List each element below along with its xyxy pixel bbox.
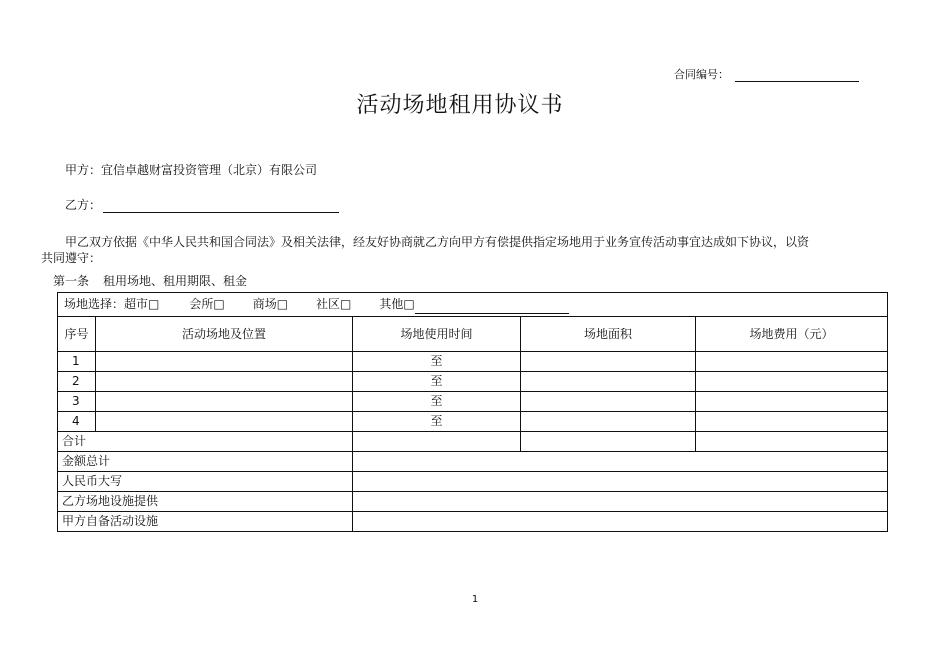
option-supermarket[interactable]: 超市□ [124,297,160,311]
contract-number-blank[interactable] [735,70,859,82]
header-time: 场地使用时间 [353,317,521,352]
row-seq: 4 [58,412,96,432]
row-time-cell[interactable]: 至 [353,372,521,392]
article-number: 第一条 [53,274,90,288]
row-area-cell[interactable] [521,392,696,412]
row-area-cell[interactable] [521,372,696,392]
intro-paragraph-line-1: 甲乙双方依据《中华人民共和国合同法》及相关法律，经友好协商就乙方向甲方有偿提供指定场地用于业务宣传活动事宜达成如下协议，以资 [65,235,810,249]
venue-select-label: 场地选择： [64,297,125,311]
option-other[interactable]: 其他□ [379,297,415,311]
party-a-facilities-row [58,512,888,532]
header-fee: 场地费用（元） [696,317,888,352]
subtotal-label: 合计 [58,432,353,452]
article-1-heading [53,272,247,289]
row-area-cell[interactable] [521,352,696,372]
option-clubhouse[interactable]: 会所□ [189,297,225,311]
table-row [58,392,888,412]
intro-paragraph-line-2: 共同遵守： [41,251,102,265]
venue-select-row [58,293,888,317]
table-row [58,352,888,372]
table-row [58,412,888,432]
row-fee-cell[interactable] [696,392,888,412]
table-header-row [58,317,888,352]
row-area-cell[interactable] [521,412,696,432]
option-community[interactable]: 社区□ [316,297,352,311]
row-time-cell[interactable]: 至 [353,412,521,432]
party-a-facilities-value[interactable] [353,512,888,532]
total-amount-label: 金额总计 [58,452,353,472]
row-fee-cell[interactable] [696,352,888,372]
venue-select-cell [58,293,888,317]
row-time-cell[interactable]: 至 [353,352,521,372]
party-a: 甲方：宜信卓越财富投资管理（北京）有限公司 [65,163,318,177]
party-b [65,196,339,213]
party-b-facilities-value[interactable] [353,492,888,512]
party-b-label: 乙方： [65,198,102,212]
subtotal-area-cell[interactable] [521,432,696,452]
subtotal-fee-cell[interactable] [696,432,888,452]
row-venue-cell[interactable] [96,352,353,372]
row-time-cell[interactable]: 至 [353,392,521,412]
contract-number-label: 合同编号： [674,68,729,81]
header-area: 场地面积 [521,317,696,352]
subtotal-row [58,432,888,452]
rental-table [57,292,888,532]
row-venue-cell[interactable] [96,392,353,412]
rmb-label: 人民币大写 [58,472,353,492]
total-amount-row [58,452,888,472]
rmb-value[interactable] [353,472,888,492]
article-title: 租用场地、租用期限、租金 [103,274,248,288]
contract-number [674,66,859,82]
total-amount-value[interactable] [353,452,888,472]
document-title: 活动场地租用协议书 [356,93,564,118]
rmb-row [58,472,888,492]
row-seq: 1 [58,352,96,372]
option-mall[interactable]: 商场□ [252,297,289,311]
header-seq: 序号 [58,317,96,352]
party-b-facilities-row [58,492,888,512]
page-number: 1 [471,594,479,605]
header-venue: 活动场地及位置 [96,317,353,352]
row-venue-cell[interactable] [96,372,353,392]
row-seq: 2 [58,372,96,392]
row-fee-cell[interactable] [696,412,888,432]
table-row [58,372,888,392]
subtotal-time-cell[interactable] [353,432,521,452]
party-b-blank[interactable] [103,200,339,213]
party-b-facilities-label: 乙方场地设施提供 [58,492,353,512]
row-venue-cell[interactable] [96,412,353,432]
party-a-facilities-label: 甲方自备活动设施 [58,512,353,532]
other-blank[interactable] [415,301,569,314]
row-fee-cell[interactable] [696,372,888,392]
row-seq: 3 [58,392,96,412]
